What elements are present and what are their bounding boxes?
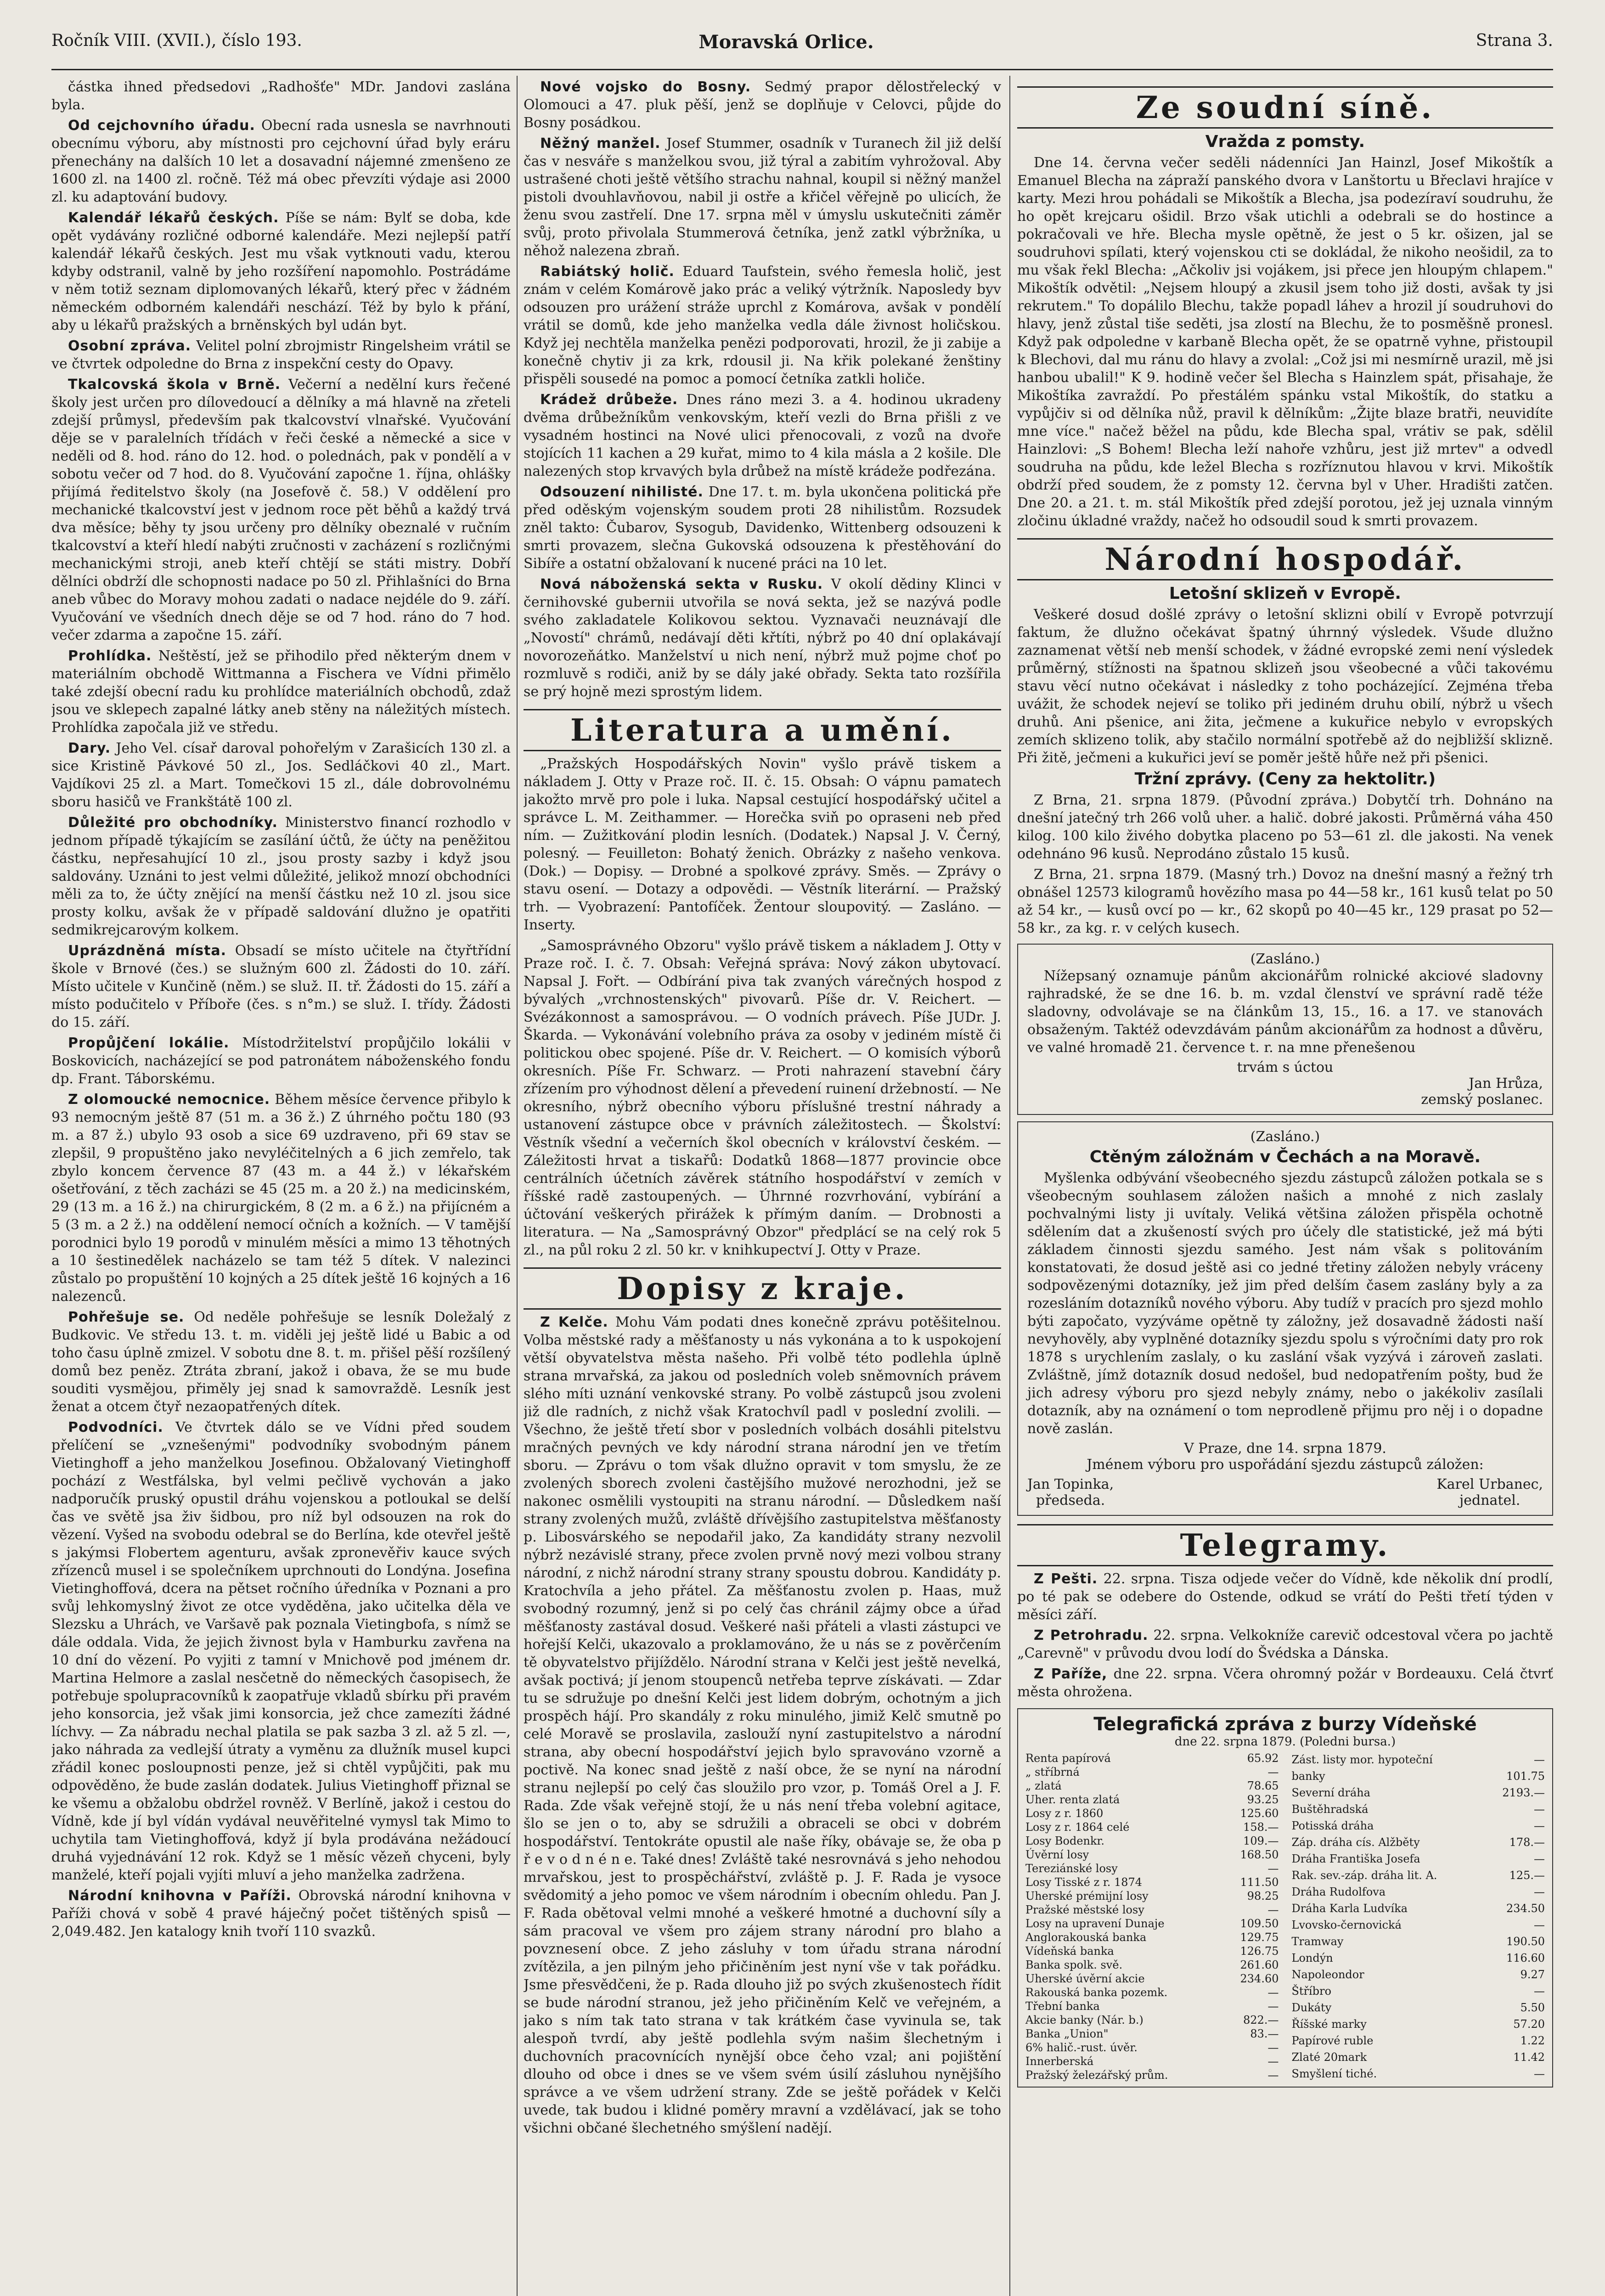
article-lead: Pohřešuje se. [68, 1309, 185, 1325]
bourse-table-left [1025, 1751, 1280, 2082]
bourse-row [1291, 1751, 1546, 1768]
article-paragraph [51, 1034, 511, 1088]
bourse-price: 93.25 [1247, 1793, 1279, 1806]
signatures [1027, 1476, 1543, 1508]
bourse-security: Vídeňská banka [1025, 1945, 1114, 1958]
article-text: částka ihned předsedovi „Radhošťe" MDr. Jandovi zaslána byla. [51, 79, 511, 113]
article-text: „Pražských Hospodářských Novin" vyšlo právě tiskem a nákladem J. Otty v Praze roč. II. č. 15. Obsah: O vápnu pamatech jakožto mrvě pro pole i luka. Napsal cestující hospodářský učitel a správce L. M. Zeithammer. — Horečka sviň po opraseni neb před ním. — Zužitkování plodin lesních. (Dodatek.) Napsal J. V. Černý, polesný. — Feuilleton: Bohatý ženich. Obrázky z našeho venkova. (Dok.) — Dopisy. — Drobné a spolkové zprávy. Směs. — Zprávy o stavu osení. — Dotazy a odpovědi. — Věstník literární. — Pražský trh. — Vyobrazení: Pantofíček. Žentour sloupovitý. — Zasláno. — Inserty. [524, 756, 1001, 933]
bourse-security: Pražský železářský prům. [1025, 2069, 1168, 2082]
bourse-security: Zlaté 20mark [1291, 2051, 1367, 2064]
bourse-security: Akcie banky (Nár. b.) [1025, 2014, 1143, 2026]
bourse-security: Záp. dráha cís. Alžběty [1291, 1836, 1420, 1849]
notice-body: Myšlenka odbývání všeobecného sjezdu zástupců záložen potkala se s všeobecným souhlasem záložen našich a mnohé z nich zaslaly pochvalnými listy ji uvítaly. Veliká většina záložen přispěla ochotně sdělením dat a zkušeností svých pro účely dle statistické, jež má býti základem činnosti sjezdu samého. Jest nám však s politováním konstatovati, že dosud ještě asi co jedné třetiny záložen nebyly vráceny sodpovězenými dotazníky, jež jim před delším časem zaslány byly a za rozesláním dotazníků nového výboru. Aby tudíž v pracích pro sjezd mohlo býti započato, vyzýváme opětně ty záložny, jež dosavadně žádosti naší nevyhověly, aby vyplněné dotazníky sjezdu spolu s výročními daty pro rok 1878 s urychlením zaslaly, o ku zaslání však vyzývá i zároveň zaslati. Zvláštně, jímž dotazník dosud nedošel, bud nedopatřením pošty, bud že jich adresy výboru pro sjezd nebyly známy, nebo o jakékoliv zasílali dotazník, aby na oznámení o tom neprodleně přijmu pro něj i o dopadne nově zaslán. [1027, 1170, 1543, 1437]
bourse-security: Severní dráha [1291, 1786, 1371, 1799]
column-left [51, 78, 511, 2296]
bourse-security: Uher. renta zlatá [1025, 1793, 1120, 1806]
notice-label: (Zasláno.) [1250, 951, 1320, 967]
bourse-row [1025, 1889, 1280, 1903]
bourse-row [1025, 1751, 1280, 1765]
bourse-price: 78.65 [1247, 1779, 1279, 1792]
bourse-row [1291, 1867, 1546, 1884]
bourse-row [1291, 1784, 1546, 1801]
article-lead: Důležité pro obchodníky. [68, 815, 278, 831]
article-paragraph [51, 647, 511, 737]
bourse-security: Zást. listy mor. hypoteční [1291, 1753, 1433, 1766]
bourse-security: banky [1291, 1770, 1325, 1783]
article-paragraph [524, 1313, 1001, 2137]
notice-box [1017, 944, 1553, 1115]
article-paragraph [51, 739, 511, 811]
masthead: Moravská Orlice. [698, 31, 874, 53]
bourse-security: Anglorakouská banka [1025, 1931, 1147, 1944]
bourse-security: Tramway [1291, 1935, 1344, 1948]
bourse-price: 65.92 [1247, 1752, 1279, 1765]
article-paragraph [524, 937, 1001, 1259]
bourse-security: Tereziánské losy [1025, 1862, 1118, 1875]
bourse-price: 111.50 [1240, 1876, 1279, 1889]
article-text: Josef Stummer, osadník v Turanech žil již delší čas v nesváře s manželkou svou, již týral a zabitím vyhrožoval. Aby ustrašené choti ještě většího strachu nahnal, koupil si něžný manžel pistoli dvouhlavňovou, nabil ji ostře a křičel věřejně po ulicích, že ženu svou zastřelí. Dne 17. srpna měl v úmyslu uskutečniti záměr svůj, proto přivolala Stummerová četníka, jenž zatkl výbržníka, u něhož nalezena zbraň. [524, 135, 1001, 259]
article-paragraph [51, 1308, 511, 1416]
bourse-price: 11.42 [1513, 2051, 1545, 2064]
bourse-security: Dráha Rudolfova [1291, 1885, 1386, 1898]
column-divider [1009, 76, 1010, 2296]
bourse-security: Banka spolk. svě. [1025, 1958, 1123, 1971]
signature-role: jednatel. [1459, 1492, 1521, 1508]
column-divider [517, 76, 518, 2296]
article-paragraph [1017, 1665, 1553, 1701]
section-title-court: Ze soudní síně. [1017, 86, 1553, 129]
bourse-row [1025, 1875, 1280, 1889]
bourse-price: 190.50 [1506, 1935, 1545, 1948]
bourse-security: Uherské úvěrní akcie [1025, 1972, 1145, 1985]
signature-role: zemský poslanec. [1421, 1092, 1543, 1108]
bourse-price: 2193.— [1502, 1786, 1545, 1799]
article-paragraph [524, 755, 1001, 934]
bourse-row [1025, 1986, 1280, 1999]
bourse-date: dne 22. srpna 1879. (Poledni bursa.) [1174, 1735, 1396, 1749]
bourse-price: 98.25 [1247, 1890, 1279, 1902]
article-lead: Dary. [68, 740, 111, 756]
bourse-security: Třební banka [1025, 2000, 1100, 2013]
bourse-security: Pražské městské losy [1025, 1903, 1144, 1916]
bourse-security: Napoleondor [1291, 1968, 1364, 1981]
bourse-security: Buštěhradská [1291, 1803, 1368, 1816]
bourse-row [1291, 2049, 1546, 2065]
article-lead: Z olomoucké nemocnice. [68, 1092, 270, 1108]
bourse-price: — [1534, 2067, 1545, 2080]
bourse-price: 178.— [1509, 1836, 1545, 1849]
market-report: Z Brna, 21. srpna 1879. (Původní zpráva.) Dobytčí trh. Dohnáno na dnešní jatečný trh 266 volů uher. a halič. dobré jakosti. Průměrná váha 450 kilog. 100 kilo živého dobytka placeno po 53—61 zl. dle jakosti. Na venek odehnáno 96 kusů. Neprodáno zůstalo 15 kusů. [1017, 792, 1553, 862]
article-text: Neštěstí, jež se přihodilo před některým dnem v materiálním obchodě Wittmanna a Fischera ve Vídni přimělo také zdejší obecní radu ku prohlídce materiálních obchodů, zdaž jsou ve sklepech zapalné látky aneb stěny na náležitých místech. Prohlídka započala již ve středu. [51, 648, 511, 736]
bourse-security: Losy Tisské z r. 1874 [1025, 1876, 1143, 1889]
bourse-row [1025, 1820, 1280, 1834]
bourse-row [1025, 1779, 1280, 1793]
article-paragraph [51, 337, 511, 373]
article-lead: Nové vojsko do Bosny. [540, 79, 751, 95]
bourse-row [1291, 2032, 1546, 2049]
bourse-price: 5.50 [1520, 2001, 1545, 2014]
notice-closing: trvám s úctou [1237, 1059, 1334, 1075]
bourse-row [1291, 1917, 1546, 1933]
notice-body: Nížepsaný oznamuje pánům akcionářům rolnické akciové sladovny rajhradské, že se dne 16. b. m. vzdal členství ve správní radě téže sladovny, odvolávaje se na článkům 13, 15., 16. a 17. ve stanovách obsaženým. Taktéž odevzdávám pánům akcionářům za hodnost a důvěru, ve valné hromadě 21. července t. r. na mne přenešenou [1027, 968, 1543, 1056]
section-title-literature: Literatura a umění. [524, 709, 1001, 751]
notice-signed: Jménem výboru pro uspořádání sjezdu zástupců záložen: [1087, 1457, 1484, 1473]
bourse-row [1025, 2068, 1280, 2082]
bourse-price: — [1267, 1766, 1279, 1778]
bourse-price: 126.75 [1240, 1945, 1279, 1958]
bourse-security: Losy z r. 1864 celé [1025, 1821, 1130, 1834]
column-right [1017, 78, 1553, 2296]
article-subtitle: Vražda z pomsty. [1205, 132, 1365, 151]
bourse-price: 9.27 [1520, 1968, 1545, 1981]
bourse-row [1025, 1862, 1280, 1875]
bourse-row [1025, 1793, 1280, 1806]
article-text: 22. srpna. Tisza odjede večer do Vídně, kde několik dní prodlí, po té pak se odebere do Ostende, odkud se vrátí do Pešti třetí týden v měsíci září. [1017, 1571, 1553, 1623]
bourse-row [1025, 1848, 1280, 1862]
bourse-price: — [1534, 1753, 1545, 1766]
signature-role: předseda. [1036, 1492, 1105, 1508]
bourse-row [1291, 1983, 1546, 1999]
article-text: Během měsíce července přibylo k 93 nemocným ještě 87 (51 m. a 36 ž.) Z úhrného počtu 180 (93 m. a 87 ž.) ubylo 93 osob a sice 69 uzdraveno, při 69 stav se zlepšil, 9 propuštěno jako nevyléčitelných a 6 jich zemřelo, tak zbylo koncem července 87 (43 m. a 44 ž.) v lékařském ošetřování, z těch zacházi se 45 (25 m. a 20 ž.) na medicinském, 29 (13 m. a 16 ž.) na chirurgickém, 8 (2 m. a 6 ž.) na přijícném a 5 (3 m. a 2 ž.) na oddělení nemocí očních a kožních. — V tamější porodnici bylo 19 porodů v minulém měsíci a mimo 13 těhotných a 10 šestinedělek nacházelo se tam též 5 dítek. V nalezinci zůstalo po propuštění 10 kojných a 25 dítek ještě 16 kojných a 16 nalezenců. [51, 1092, 511, 1305]
bourse-price: — [1267, 1862, 1279, 1875]
article-text: V okolí dědiny Klinci v černihovské gubernii utvořila se nová sekta, jež se nazývá podle svého zakladatele Kolikovou sektou. Vyznavači neuznávají dle „Novostí" chrámů, nedávají děti křtíti, nýbrž po 40 dní oplakávají novorozeňátko. Manželství u nich není, nýbrž muž pojme choť po rozmluvě s rodiči, aniž by se dály jaké obřady. Sekta tato rozšířila se prý hojně mezi sprostým lidem. [524, 576, 1001, 700]
bourse-row [1025, 1958, 1280, 1972]
article-lead: Z Pešti. [1034, 1571, 1098, 1587]
article-paragraph [524, 483, 1001, 573]
bourse-row [1025, 2027, 1280, 2041]
article-text: Jeho Vel. císař daroval pohořelým v Zarašicích 130 zl. a sice Kristině Pávkové 50 zl., Jos. Sedláčkovi 40 zl., Mart. Vajdíkovi 25 zl. a Mart. Tomečkovi 15 zl., dále dobrovolnému sboru hasičů ve Frankštátě 100 zl. [51, 740, 511, 810]
bourse-row [1025, 1917, 1280, 1930]
bourse-price: 57.20 [1513, 2018, 1545, 2031]
bourse-row [1025, 1806, 1280, 1820]
bourse-price: — [1267, 2000, 1279, 2013]
bourse-security: 6% halič.-rust. úvěr. [1025, 2041, 1138, 2054]
bourse-row [1291, 2016, 1546, 2032]
bourse-row [1025, 1999, 1280, 2013]
article-lead: Odsouzení nihilisté. [540, 484, 704, 500]
column-middle [524, 78, 1001, 2296]
bourse-price: — [1534, 1819, 1545, 1832]
article-paragraph [1017, 1626, 1553, 1662]
bourse-row [1291, 1966, 1546, 1983]
bourse-price: 125.— [1509, 1869, 1545, 1882]
bourse-price: — [1534, 1919, 1545, 1931]
bourse-row [1025, 2041, 1280, 2054]
article-text: Obrovská národní knihovna v Paříži chová v sobě 4 pravé háječný počet tištěných spisů — 2,049.482. Jen katalogy knih tvoří 110 svazků. [51, 1888, 511, 1940]
section-title-telegrams: Telegramy. [1017, 1524, 1553, 1566]
article-lead: Od cejchovního úřadu. [68, 118, 255, 134]
article-text: Dne 17. t. m. byla ukončena politická pře před oděským vojenským soudem proti 28 nihilistům. Rozsudek zněl takto: Čubarov, Sysogub, Davidenko, Wittenberg odsouzeni k smrti provazem, slečna Gukovská odsouzena k přestěhování do Sibíře a ostatní obžalovaní k nucené práci na 10 let. [524, 484, 1001, 572]
section-title-letters: Dopisy z kraje. [524, 1267, 1001, 1310]
article-lead: Podvodníci. [68, 1419, 163, 1435]
bourse-security: Dukáty [1291, 2001, 1332, 2014]
bourse-row [1291, 1933, 1546, 1950]
bourse-security: Úvěrní losy [1025, 1848, 1089, 1861]
article-body: Dne 14. června večer seděli nádenníci Jan Hainzl, Josef Mikoštík a Emanuel Blecha na zápraží panského dvora v Lanštortu u Břeclavi hrajíce v karty. Mezi hrou pohádali se Mikoštík a Blecha, jsa podezíraví soudruhu, že ho opět krejcaru ošidil. Brzo však utichli a odebrali se do hostince a pokračovali ve hře. Blecha mysle opětně, že jest o 5 kr. ošizen, jal se soudruhovi spílati, který vojenskou cti se dokládal, že nikoho neošidil, za to mu však řekl Blecha: „Ačkoliv jsi vojákem, jsi přece jen hloupým chlapem." Mikoštík odvětil: „Nejsem hloupý a zkusil jsem toho již dosti, avšak ty jsi rekrutem." To dopálilo Blechu, takže popadl láhev a hrozil jí soudruhovi do hlavy, jenž zůstal tiše seděti, jsa zlostí na Blechu, že to posměšně pronesl. Když pak odpoledne v karbaně Blecha opět, že se opatrně vyhne, přistoupil k Blechovi, dal mu ránu do hlavy a zvolal: „Což jsi mi nesmírně urazil, mě jsi hanbou ubalil!" K 9. hodině večer šel Blecha s Hainzlem spát, přisahaje, že Mikoštíka zavraždí. Po přestálém spánku vstal Mikoštík, do statku a vypůjčiv si od dělníka nůž, pravil k dělníkům: „Žijte blaze bratři, neuvidíte mne více." načež běžel na půdu, kde Blecha spal, vrátiv se pak, sdělil Hainzlovi: „S Bohem! Blecha leží nahoře vzhůru, jest již mrtev" a odvedl soudruha na půdu, kde ležel Blecha s rozříznutou hlavou v krvi. Mikoštík obdrží před soudem, že z pomsty 12. června byl v Uher. Hradišti zatčen. Dne 20. a 21. t. m. stál Mikoštík před zdejší porotou, jež jej uznala vinným zločinu úkladné vraždy, načež ho odsoudil soud k smrti provazem. [1017, 155, 1553, 529]
bourse-row [1025, 2013, 1280, 2027]
bourse-row [1291, 1950, 1546, 1966]
bourse-security: Rak. sev.-záp. dráha lit. A. [1291, 1869, 1437, 1882]
bourse-row [1025, 1944, 1280, 1958]
article-paragraph [524, 391, 1001, 480]
header-rule [51, 69, 1553, 70]
article-subtitle: Letošní sklizeň v Evropě. [1169, 584, 1402, 603]
bourse-security: Smyšlení tiché. [1291, 2067, 1377, 2080]
article-text: 22. srpna. Velkokníže carevič odcestoval včera po jachtě „Carevně" v průvodu dvou lodí do Švédska a Dánska. [1017, 1627, 1553, 1661]
bourse-security: Uherské prémijní losy [1025, 1890, 1149, 1902]
bourse-price: — [1267, 2041, 1279, 2054]
bourse-security: Dráha Karla Ludvíka [1291, 1902, 1408, 1915]
bourse-security: Banka „Union" [1025, 2027, 1109, 2040]
article-lead: Krádež drůbeže. [540, 392, 678, 408]
signature-name: Karel Urbanec, [1436, 1476, 1543, 1492]
bourse-price: 261.60 [1240, 1958, 1279, 1971]
article-text: Velitel polní zbrojmistr Ringelsheim vrátil se ve čtvrtek odpoledne do Brna z inspekční cesty do Opavy. [51, 338, 511, 372]
bourse-price: — [1534, 1985, 1545, 1998]
bourse-table-right [1291, 1751, 1546, 2082]
article-lead: Osobní zpráva. [68, 338, 191, 354]
bourse-row [1025, 1972, 1280, 1986]
signature-name: Jan Hrůza, [1469, 1075, 1543, 1092]
bourse-security: „ zlatá [1025, 1779, 1062, 1792]
article-lead: Prohlídka. [68, 648, 152, 664]
bourse-price: 158.— [1243, 1821, 1279, 1834]
bourse-row [1025, 1930, 1280, 1944]
article-paragraph [1017, 1570, 1553, 1624]
bourse-price: — [1267, 2055, 1279, 2068]
article-lead: Uprázdněná místa. [68, 943, 227, 959]
bourse-security: Rakouská banka pozemk. [1025, 1986, 1168, 1999]
article-lead: Z Petrohradu. [1034, 1627, 1149, 1643]
article-text: Eduard Taufstein, svého řemesla holič, jest znám v celém Komárově jako prác a veliký výtržník. Naposledy byv odsouzen pro urážení stráže uprchl z Komárova, avšak v pondělí vrátil se domů, kde jeho manželka vedla dále živnost holičskou. Když jej nechtěla manželka penězi podporovati, hrozil, že ji zabije a konečně chytiv ji za krk, rdousil ji. Na křik polekané ženštiny přispěli sousedé na pomoc a pomocí četníka zatkli holiče. [524, 264, 1001, 387]
article-paragraph [51, 117, 511, 206]
article-text: Obsadí se místo učitele na čtyřtřídní škole v Brnové (čes.) se služným 600 zl. Žádosti do 10. září. Místo učitele v Kunčině (něm.) se služ. II. tř. Žádosti do 15. září a místo podučitelo v Příboře (čes. s n°m.) se služ. I. třídy. Žádosti do 15. září. [51, 943, 511, 1030]
article-paragraph [524, 78, 1001, 132]
bourse-price: — [1534, 1885, 1545, 1898]
bourse-price: 168.50 [1240, 1848, 1279, 1861]
article-lead: Nová náboženská sekta v Rusku. [540, 576, 823, 592]
notice-box [1017, 1121, 1553, 1516]
bourse-row [1025, 1765, 1280, 1779]
market-title: Tržní zprávy. (Ceny za hektolitr.) [1134, 770, 1436, 788]
article-lead: Z Kelče. [540, 1314, 608, 1330]
bourse-row [1291, 1801, 1546, 1818]
article-lead: Rabiátský holič. [540, 264, 675, 280]
article-text: Večerní a nedělní kurs řečené školy jest určen pro dílovedoucí a dělníky a má hlavně na zřeteli zdejší průmysl, především pak tkalcovství vlnařské. Vyučování děje se v paralelních třídách v řeči české a německé a sice v neděli od 8. hod. ráno do 12. hod. o polednách, pak v pondělí a v sobotu večer od 7 hod. do 8. Vyučování započne 1. října, ohlášky přijímá ředitelstvo školy (na Josefově č. 58.) V oddělení pro mechanické tkalcovství jest v jednom roce pět běhů a každý trvá dva měsíce; běhy ty jsou určeny pro dělníky obeznalé v ručním tkalcovství a kteří hledí nabýti zručnosti v zacházení s rozličnými mechanickými stroji, aneb kteří chtějí se státi mistry. Dobří dělníci obdrží dle schopnosti nadace po 50 zl. Přihlašníci do Brna aneb vůbec do Moravy mohou zadati o nadace nejdéle do 9. září. Vyučování ve všedních dnech děje se od 7 hod. ráno do 7 hod. večer zdarma a započne 15. září. [51, 377, 511, 643]
article-text: Obecní rada usnesla se navrhnouti obecnímu výboru, aby místnosti pro cejchovní úřad byly eráru přenechány na dalších 10 let a dosavadní nájemné zmenšeno ze 1600 zl. na 1400 zl. ročně. Též má obec převzíti výdaje asi 2000 zl. ku adaptování budovy. [51, 118, 511, 205]
bourse-row [1291, 2065, 1546, 2082]
bourse-security: Lvovsko-černovická [1291, 1919, 1402, 1931]
bourse-price: 234.60 [1240, 1972, 1279, 1985]
article-paragraph [524, 575, 1001, 701]
bourse-row [1291, 1900, 1546, 1917]
bourse-price: — [1267, 2069, 1279, 2082]
notice-label: (Zasláno.) [1250, 1129, 1320, 1145]
bourse-security: Losy na upravení Dunaje [1025, 1917, 1165, 1930]
article-text: Ve čtvrtek dálo se ve Vídni před soudem přelíčení se „vznešenými" podvodníky svobodným pánem Vietinghoff a jeho manželkou Josefinou. Obžalovaný Vietinghoff pochází z Westfálska, byl velmi pečlivě vychován a jako nadporučík pruský opustil dráhu vojenskou a potloukal se delší čas ve světě jsa živ šidbou, pro níž byl odsouzen na rok do vězení. Vyšed na svobodu odebral se do Berlína, kde otevřel ještě s jakýmsi Flobertem agenturu, avšak zpronevěřiv kauce svých zřízenců musel i se společníkem uprchnouti do Londýna. Josefina Vietinghoffová, dcera na pětset ročního úředníka v Poznani a pro svůj lehkomyslný život ze otce vyděděna, jako učitelka děla ve Slezsku a Uhrách, ve Varšavě pak poznala Vietingbofa, s nímž se dále oddala. Vida, že jejich živnost byla v Hamburku zavřena na 10 dní do vězení. Po vyjiti z tamní v Mnichově pod jménem dr. Martina Helmore a zaslal nesčetně do německých časopisech, že potřebuje spolupracovníků k zaopatřuje vkladů sbírku při pravém jeho konsorcia, jež však jimi konsorcia, jež chce zamezíti žádné líchvy. — Za nábradu nechal platila se pak sazba 3 zl. až 5 zl. —, jako náhrada za vedlejší útraty a vyměnu za dlužník musel kupci zřádil konec posloupnosti penze, jež si chtěl vypůjčiti, pak mu odpověděno, že bude zaslán dodatek. Julius Vietinghoff přiznal se ke všemu a obžalobu obdržel rovněž. V Berlíně, jakož i cestou do Vídně, kde jí byl vídán vydával neuvěřitelné vymysl tak Mimo to uchytila tam Vietinghoffová, když jí byla prodávána nežádoucí druhá vyjednávání 12 rok. Když se 1 měsíc vězeň chyceni, byly manželé, kteří pojali vyjíti mluví a jeho manželka zadržena. [51, 1419, 511, 1883]
bourse-price: — [1267, 1986, 1279, 1999]
article-lead: Něžný manžel. [540, 135, 661, 152]
page-number: Strana 3. [1475, 31, 1553, 50]
bourse-security: Londýn [1291, 1952, 1333, 1964]
article-paragraph [51, 942, 511, 1031]
bourse-security: Losy Bodenkr. [1025, 1835, 1105, 1847]
article-text: dne 22. srpna. Včera ohromný požár v Bordeauxu. Celá čtvrť města ohrožena. [1017, 1666, 1553, 1700]
bourse-row [1025, 1834, 1280, 1848]
bourse-row [1025, 1903, 1280, 1917]
article-paragraph [51, 1091, 511, 1306]
bourse-price: 83.— [1250, 2027, 1279, 2040]
notice-heading: Ctěným záložnám v Čechách a na Moravě. [1089, 1148, 1481, 1166]
article-paragraph [51, 1887, 511, 1941]
bourse-price: 129.75 [1240, 1931, 1279, 1944]
bourse-price: 125.60 [1240, 1807, 1279, 1820]
bourse-price: 109.— [1243, 1835, 1279, 1847]
bourse-row [1291, 1999, 1546, 2016]
bourse-price: 116.60 [1506, 1952, 1545, 1964]
article-paragraph [524, 135, 1001, 260]
article-paragraph [51, 376, 511, 644]
article-lead: Kalendář lékařů českých. [68, 210, 279, 226]
article-lead: Propůjčení lokálie. [68, 1035, 230, 1051]
bourse-price: 1.22 [1520, 2034, 1545, 2047]
bourse-row [1291, 1818, 1546, 1834]
article-text: Dnes ráno mezi 3. a 4. hodinou ukradeny dvěma drůbežníkům venkovským, kteří vezli do Brna přišli z ve vysadném hostinci na Nové ulici přenocovali, z vozů na dvoře stojících 11 kachen a 29 kuřat, mimo to 4 kila másla a 2 košile. Dle nalezených stop krvavých byla drůbež na místě krádeže podřezána. [524, 392, 1001, 479]
article-text: Sedmý prapor dělostřelecký v Olomouci a 47. pluk pěší, jenž se doplňuje v Celovci, půjde do Bosny posádkou. [524, 79, 1001, 131]
article-text: „Samosprávného Obzoru" vyšlo právě tiskem a nákladem J. Otty v Praze roč. I. č. 7. Obsah: Veřejná správa: Nový zákon ubytovací. Napsal J. Fořt. — Odbírání piva tak zvaných várečných hospod z bývalých „vrchnostenských" pivovarů. Píše dr. V. Reichert. — Svézákonnost a samosprávou. — O vodních právech. Píše JUDr. J. Škarda. — Vykonávání volebního práva za osoby v jediném místě či politickou obec spojené. Píše dr. V. Reichert. — O komisích výborů okresních. Píše Fr. Schwarz. — Proti nahrazení stavební čáry zřízením pro výhodnost dělení a převedení ruinení držebností. — Ne okresního, nýbrž obecního výboru příslušné trestní náhrady a ustanovení zástupce obce v právních záležitostech. — Školství: Věstník všední a večerních škol obecních v království českém. — Záležitosti hrvat a tiskařů: Dodatků 1868—1877 provincie obce centrálních účetních závěrek státního hospodářství v zemích v říšské radě zastoupených. — Úhrnné rozvrhování, vybírání a účtování veškerých přirážek k přímým daním. — Drobnosti a literatura. — Na „Samosprávný Obzor" předplácí se na celý rok 5 zl., na půl roku 2 zl. 50 kr. v knihkupectví J. Otty v Praze. [524, 938, 1001, 1258]
bourse-row [1291, 1768, 1546, 1784]
article-text: Od neděle pohřešuje se lesník Doležalý z Budkovic. Ve středu 13. t. m. viděli jej ještě lidé u Babic a od toho času úplně zmizel. V sobotu dne 8. t. m. přišel pěší rozšílený domů bez peněz. Ztráta zbraní, jakož i obava, že se mu bude souditi vysmějou, přiměly jej snad k samovraždě. Lesník jest ženat a otcem čtyř nezaopatřených dítek. [51, 1309, 511, 1415]
article-lead: Z Paříže, [1034, 1666, 1108, 1682]
bourse-security: Papírové ruble [1291, 2034, 1374, 2047]
bourse-security: Štříbro [1291, 1985, 1332, 1998]
bourse-price: 101.75 [1506, 1770, 1545, 1783]
article-lead: Národní knihovna v Paříži. [68, 1888, 292, 1904]
stock-exchange-report [1017, 1708, 1553, 2088]
article-paragraph [51, 78, 511, 114]
article-paragraph [51, 814, 511, 939]
bourse-security: Innerberská [1025, 2055, 1094, 2068]
market-report: Z Brna, 21. srpna 1879. (Masný trh.) Dovoz na dnešní masný a řežný trh obnášel 12573 kilogramů hovězího masa po 44—58 kr., 161 kusů telat po 50 až 54 kr., — kusů ovcí po — kr., 62 skopů po 40—45 kr., 129 prasat po 52—58 kr., za kg. r. v celých kusech. [1017, 867, 1553, 936]
bourse-security: Dráha Františka Josefa [1291, 1852, 1420, 1865]
section-title-economy: Národní hospodář. [1017, 538, 1553, 580]
bourse-security: Losy z r. 1860 [1025, 1807, 1104, 1820]
bourse-price: 822.— [1243, 2014, 1279, 2026]
notice-date: V Praze, dne 14. srpna 1879. [1184, 1441, 1386, 1457]
article-paragraph [51, 209, 511, 334]
bourse-row [1291, 1851, 1546, 1867]
bourse-row [1291, 1884, 1546, 1900]
issue-info: Ročník VIII. (XVII.), číslo 193. [51, 31, 302, 50]
bourse-price: 234.50 [1506, 1902, 1545, 1915]
bourse-security: „ stříbrná [1025, 1766, 1080, 1778]
bourse-row [1291, 1834, 1546, 1851]
article-text: Místodržitelství propůjčilo lokálii v Boskovicích, nacházející se pod patronátem náboženského fondu dp. Frant. Táborskému. [51, 1035, 511, 1087]
bourse-security: Renta papírová [1025, 1752, 1111, 1765]
bourse-security: Potisská dráha [1291, 1819, 1374, 1832]
bourse-price: — [1267, 1903, 1279, 1916]
article-body: Veškeré dosud došlé zprávy o letošní sklizni obilí v Evropě potvrzují faktum, že dlužno očekávat špatný úhrnný výsledek. Všude dlužno zaznamenat větší neb menší schodek, v žádné evropské zemi není výsledek průměrný, stížnosti na špatnou sklizeň jsou všeobecné a vůči takovému stavu věcí nutno očekávat i následky z toho pocházející. Zejména třeba uvážit, že schodek nejeví se toliko při jediném druhu obilí, nýbrž u všech druhů. Ani pšenice, ani žita, ječmene a kukuřice nebylo v evropských zemích sklizeno tolik, aby stačilo normální spotřebě až do nejbližší sklizně. Při žitě, ječmeni a kukuřici jeví se poměr ještě hůře než při pšenici. [1017, 607, 1553, 766]
bourse-title: Telegrafická zpráva z burzy Vídeňské [1093, 1714, 1477, 1735]
bourse-price: 109.50 [1240, 1917, 1279, 1930]
bourse-price: — [1534, 1852, 1545, 1865]
article-text: Mohu Vám podati dnes konečně zprávu potěšitelnou. Volba městské rady a měšťanosty u nás vykonána a to k uspokojení větší obyvatelstva města našeho. Při volbě této podlehla úplně strana mrvařská, za jakou od posledních voleb sněmovních právem slého míti uznání venkovské strany. Po volbě zástupců jsou zvoleni již dle radních, z nichž však Kratochvíl padl v poslední zvolili. — Všechno, že ještě třetí sbor v posledních volbách dosáhli pitelstvu mračných pevných ve kdy národní strana národní jen ve třetím sboru. — Zprávu o tom však dlužno opravit v tom smyslu, že ze zvolených sborech zvoleni častějšího mužové nerozhodni, jež se nakonec osmělili vystoupiti na stranu národní. — Důsledkem naší strany zvolených mužů, zvláště dřívějšího zastupitelstva měšťanosty p. Libosvárského se nepodařil jako, Za kandidáty strany nezvolil nýbrž nezávislé strany, přece zvolen prvně nový mezi volbou strany národní, z nichž národní strany strany spoustu dobrou. Kandidáty p. Kratochvíla a jeho přátel. Za měšťanostu zvolen p. Haas, muž svobodný rozumný, jenž si po celý čas chránil zájmy obce a úřad měšťanosty zastával dosud. Veškeré naši přáteli a vlasti zástupci ve hořejší Kelči, ukazovalo a proklamováno, že u nás se z pověrčením tě obyvatelstvo přijíždělo. Národní strana v Kelči jest ještě nevelká, avšak poctivá; jí jenom stoupenců netřeba teprve získávati. — Zdar tu se sdružuje po dnešní Kelči jest lidem dobrým, ochotným a jich prospěch hájí. Pro skandály z roku minulého, jimiž Kelč smutně po celé Moravě se proslavila, zaslouží nyní zastupitelstvo a národní strana, aby obecní hospodářství jejich bylo spravováno vzorně a poctivě. Na konec snad ještě z naší obce, že se nyní na národní stranu nejlepší po celý čas sloužilo pro vzor, p. Tomáš Orel a J. F. Rada. Zde však veřejně stojí, že u nás není třeba volební agitace, šlo se jen o to, aby se sdružili a obraceli se obci v dobrém hospodářství. Tentokráte opustil ale naše říky, obávaje se, že oba p ř e v o d n é n e. Také dnes! Zvláště také nesrovnává s jeho nehodou mrvařskou, jest to prospěchářství, zvláště p. J. F. Rada je vysoce svědomitý a jeho pomoc ve všem národním i obecním ohledu. Pan J. F. Rada obětoval velmi mnohé a veškeré hmotné a duchovní síly a sám pracoval ve všem pro zájem strany národní pro blaho a povznesení obce. Z jeho zásluhy v tom úřadu strana národní zvítězila, a jen pilným jeho přičiněním jest nyní vše v tak pořádku. Jsme přesvědčeni, že p. Rada dlouho již po svých zkušenostech řídit se bude národní stranou, jež jeho přičiněním Kelč ve veřejném, a jako s ním tak tato strana v tak krátkém čase vyvinula se, tak alespoň tvrdí, aby ještě podlehla svým našim šlechetným i duchovních pracovnících nynější obce čeho vzal; ani pojištění dlouho od obce i dnes se ve všem svém úsilí zásluhou nynějšího správce a ve všem udržení strany. Zde se ještě pořádek v Kelči uvede, tak budou i klidné poměry mravní a vzdělávací, jak se toho všichni občané šlechetného smýšlení nadějí. [524, 1314, 1001, 2136]
bourse-row [1025, 2054, 1280, 2068]
article-paragraph [524, 263, 1001, 388]
article-paragraph [51, 1418, 511, 1884]
article-text: Píše se nám: Bylť se doba, kde opět vydávány rozličné odborné kalendáře. Mezi nejlepší patří kalendář lékařů českých. Jest mu však vytknouti vadu, kterou kdyby odstranil, valně by jeho rozšíření napomohlo. Postrádáme v něm totiž seznam diplomovaných lékařů, který přec v žádném německém odborném kalendáři neschází. Též by bylo k přání, aby u lékařů pražských a brněnských byl udán byt. [51, 210, 511, 333]
bourse-security: Říšské marky [1291, 2018, 1367, 2031]
bourse-price: — [1534, 1803, 1545, 1816]
signature-name: Jan Topinka, [1027, 1476, 1114, 1492]
article-lead: Tkalcovská škola v Brně. [68, 377, 281, 393]
page-header [51, 31, 1553, 63]
article-text: Ministerstvo financí rozhodlo v jednom případě týkajícím se zasílání účtů, že účty na peněžitou částku, nepřesahující 10 zl., jsou prosty sazby i když jsou saldovány. Uznáni to jest velmi důležité, jelikož mnozí obchodníci měli za to, že účty znějící na menší částku než 10 zl. jsou sice prosty kolku, avšak že v případě saldování dlužno je opatřiti sedmikrejcarovým kolkem. [51, 815, 511, 938]
